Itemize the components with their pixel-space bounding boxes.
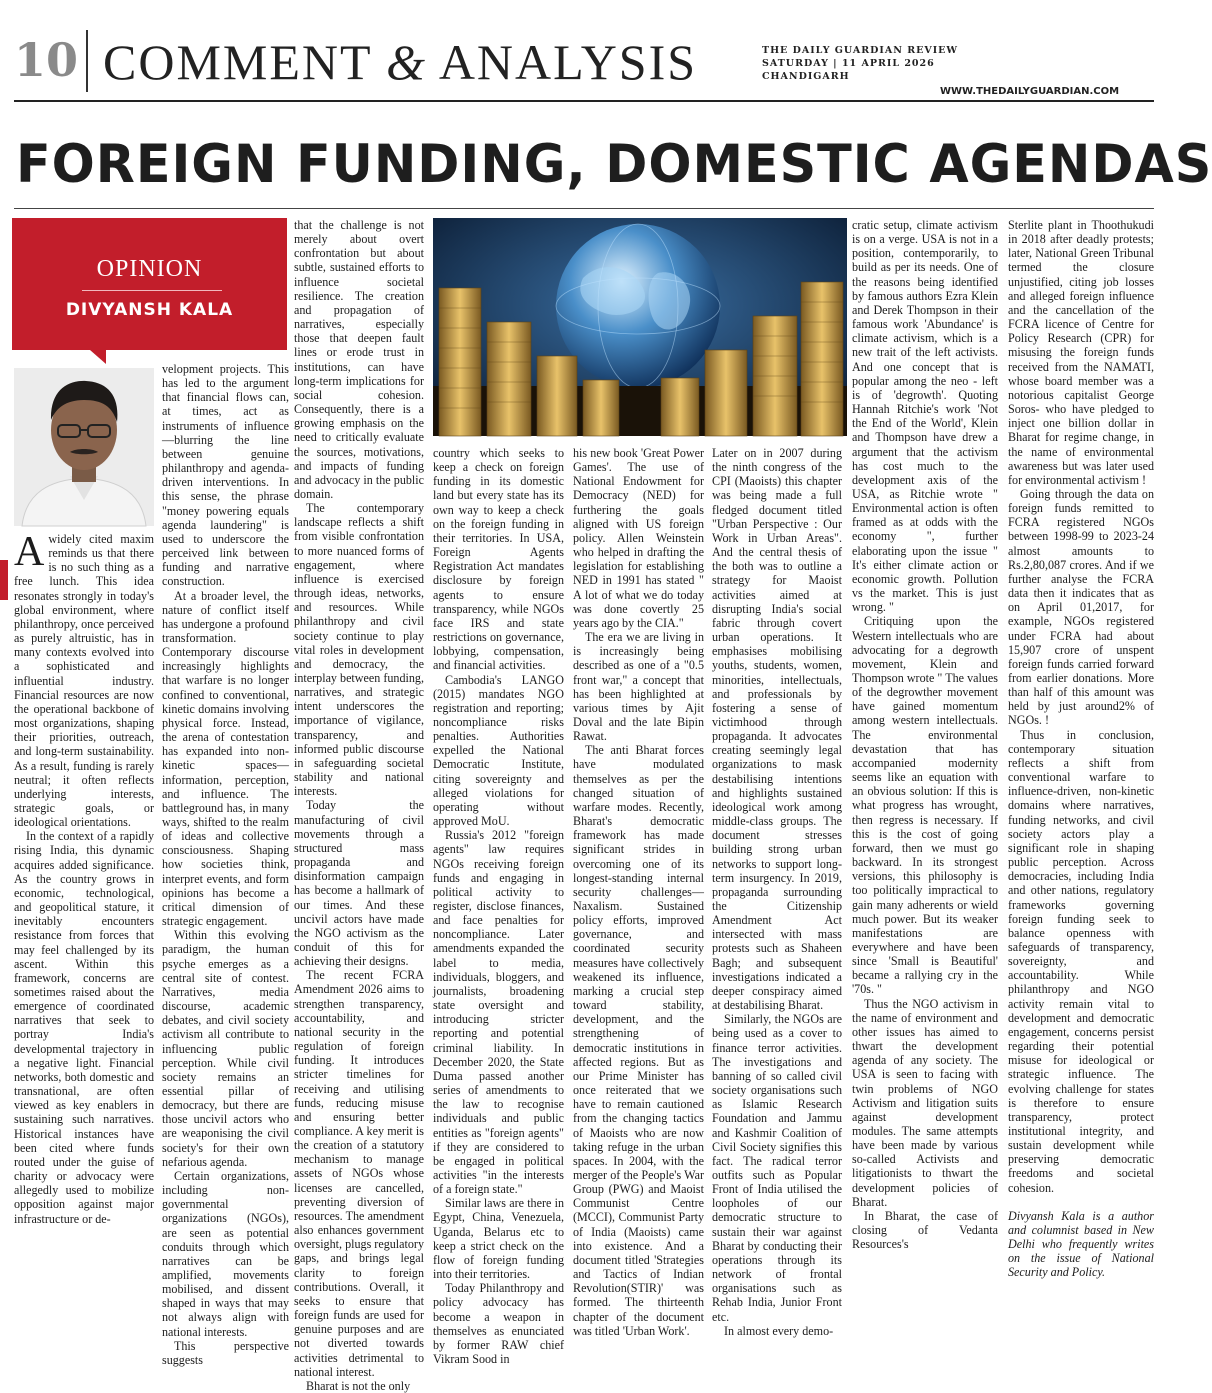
article-column-5 [573, 446, 704, 1338]
article-paragraph: Certain organizations, including non-governmental organizations (NGOs), are seen as potential conduits through which narratives can be amplified, movements mobilised, and dissent shaped in ways that may not always align with national interests. [162, 1168, 289, 1339]
article-column-4 [433, 446, 564, 1366]
article-paragraph: Today Philanthropy and policy advocacy has become a weapon in themselves as enunciated by former RAW chief Vikram Sood in [433, 1281, 564, 1366]
page-edge-marker [0, 560, 8, 600]
author-photo [14, 368, 154, 526]
article-paragraph: The contemporary landscape reflects a shift from visible confrontation to more nuanced forms of engagement, where influence is exercised through ideas, networks, and resources. While philanthropy and civil society continue to play vital roles in development and democracy, the interplay between funding, narratives, and strategic intent underscores the importance of vigilance, transparency, and informed public discourse in safeguarding societal stability and national interests. [294, 501, 424, 799]
opinion-label: OPINION [96, 256, 203, 282]
article-paragraph: Bharat is not the only [306, 1378, 411, 1393]
author-name: DIVYANSH KALA [65, 300, 234, 320]
masthead-info [762, 44, 1032, 83]
article-paragraph: his new book 'Great Power Games'. The use of National Endowment for Democracy (NED) for furthering the goals aligned with US foreign policy. Allen Weinstein who helped in drafting the legislation for establishing NED in 1991 has stated " A lot of what we do today was done covertly 25 years ago by the CIA." [573, 446, 704, 630]
article-paragraph: Cambodia's LANGO (2015) mandates NGO registration and reporting; noncompliance risks penalties. Authorities expelled the National Democratic Institute, citing sovereignty and alleged violations for operating without approved MoU. [433, 672, 564, 829]
section-title-ampersand: & [386, 34, 428, 90]
article-paragraph: In the context of a rapidly rising India, this dynamic acquires added significance. As the country grows in economic, technological, and geopolitical stature, it inevitably encounters resistance from forces that may feel challenged by its ascent. Within this framework, concerns are sometimes raised about the emergence of coordinated narratives that seek to portray India's developmental trajectory in a negative light. Financial networks, both domestic and transnational, are often viewed as key enablers in sustaining such narratives. Historical instances have been cited where funds routed under the guise of charity or advocacy were allegedly used to mobilize opposition against major infrastructure or de- [14, 829, 154, 1226]
article-column-7 [852, 218, 998, 1252]
masthead-date: SATURDAY | 11 APRIL 2026 [762, 58, 935, 69]
section-title-part2: ANALYSIS [438, 34, 698, 90]
article-column-2 [162, 362, 289, 1367]
article-paragraph: cratic setup, climate activism is on a verge. USA is not in a position, contemporarily, to build as per its needs. One of the reasons being identified by famous authors Ezra Klein and Derek Thompson in their famous work 'Abundance' is climate activism, which is a new trait of the left activists. And one concept that is popular among the neo - left is of 'degrowth'. Quoting Hannah Ritchie's work 'Not the End of the World', Klein and Thompson have drew a argument that the activism has cost much to the development axis of the USA, as Ritchie wrote " Environmental action is often framed as at odds with the economy ", further elaborating upon the issue " It's either climate action or economic growth. Pollution vs the market. This is just wrong. " [852, 218, 998, 615]
article-paragraph: Going through the data on foreign funds remitted to FCRA registered NGOs between 1998-99 to 2023-24 almost amounts to Rs.2,80,087 crores. And if we further analyse the FCRA data then it indicates that as on April 01,2017, for example, NGOs registered under FCRA had about 15,907 crore of unspent foreign funds carried forward from earlier donations. More than half of this amount was held by just around2% of NGOs. ! [1008, 486, 1154, 728]
headline: FOREIGN FUNDING, DOMESTIC AGENDAS [16, 134, 1212, 195]
article-paragraph: Today the manufacturing of civil movements through a structured mass propaganda and disinformation campaign has become a hallmark of our times. And these uncivil actors have made the NGO activism as the conduit of this for achieving their designs. [294, 798, 424, 969]
author-portrait-icon [14, 368, 154, 526]
headline-rule [14, 208, 1154, 209]
opinion-banner [12, 218, 287, 350]
article-column-8 [1008, 218, 1154, 1280]
article-paragraph: The anti Bharat forces have modulated themselves as per the changed situation of warfare modes. Recently, Bharat's democratic framework has made significant strides in overcoming one of its longest-standing internal security challenges—Naxalism. Sustained policy efforts, improved governance, and coordinated security measures have collectively weakened its influence, marking a crucial step toward stability, development, and the strengthening of democratic institutions in affected regions. But as our Prime Minister has once reiterated that we have to remain cautioned from the changing tactics of Maoists who are now taking refuge in the urban spaces. In 2004, with the merger of the People's War Group (PWG) and Maoist Communist Centre (MCCI), Communist Party of India (Maoists) came into existence. And a document titled 'Strategies and Tactics of Indian Revolution(STIR)' was formed. The thirteenth chapter of the document was titled 'Urban Work'. [573, 743, 704, 1338]
article-paragraph: Critiquing upon the Western intellectuals who are advocating for a degrowth movement, Klein and Thompson wrote " The values of the degrowther movement have gained momentum among western intellectuals. The environmental devastation that has accompanied modernity seems like an equation with an obvious solution: If this is what progress has wrought, then regress is necessary. If this is the cost of going forward, then we must go backward. In its strongest versions, this philosophy is too politically impractical to gain many adherents or wield much power. But its weaker manifestations are everywhere and have been since 'Small is Beautiful' became a rallying cry in the '70s. " [852, 614, 998, 997]
article-paragraph: Within this evolving paradigm, the human psyche emerges as a central site of contest. Narratives, media discourse, academic debates, and civil society activism all contribute to influencing public perception. While civil society remains an essential pillar of democracy, but there are those uncivil actors who are weaponising the civil society's for their own nefarious agenda. [162, 928, 289, 1169]
article-paragraph: Awidely cited maxim reminds us that there is no such thing as a free lunch. This idea resonates strongly in today's global environment, where philanthropy, once perceived as purely altruistic, has in many contexts evolved into a sophisticated and influential industry. Financial resources are now the operational backbone of most organizations, shaping their priorities, outreach, and long-term sustainability. As a result, funding is rarely neutral; it often reflects underlying interests, strategic goals, or ideological orientations. [14, 529, 154, 830]
section-title-part1: COMMENT [103, 34, 372, 90]
article-paragraph: Sterlite plant in Thoothukudi in 2018 after deadly protests; later, National Green Tribunal termed the closure unjustified, citing job losses and alleged foreign influence and the cancellation of the FCRA licence of Centre for Policy Research (CPR) for misusing the foreign funds received from the NAMATI, whose board member was a notorious capitalist George Soros- who have pledged to inject one billion dollar in Bharat for regime change, in the name of environmental awareness but was later used for environmental activism ! [1008, 218, 1154, 487]
article-paragraph: Later on in 2007 during the ninth congress of the CPI (Maoists) this chapter was being made a full fledged document titled "Urban Perspective : Our Work in Urban Areas". And the central thesis of the both was to outline a strategy for Maoist activities aimed at disrupting India's social fabric through covert urban operations. It emphasises mobilising youths, students, women, minorities, intellectuals, and professionals by fostering a sense of victimhood through propaganda. It advocates creating seemingly legal organizations to mask destabilising intentions and highlights sustained ideological work among middle-class groups. The document stresses building strong urban networks to support long-term insurgency. In 2019, propaganda surrounding the Citizenship Amendment Act intersected with mass protests such as Shaheen Bagh; and subsequent investigations indicated a deeper conspiracy aimed at destabilising Bharat. [712, 446, 842, 1013]
article-paragraph: In almost every demo- [724, 1323, 834, 1338]
article-paragraph: The era we are living in is increasingly being described as one of a "0.5 front war," a concept that has been highlighted at various times by Ajit Doval and the late Bipin Rawat. [573, 630, 704, 744]
website-link[interactable]: WWW.THEDAILYGUARDIAN.COM [940, 86, 1120, 97]
author-bio: Divyansh Kala is a author and columnist based in New Delhi who frequently writes on the issue of National Security and Policy. [1008, 1208, 1154, 1280]
article-paragraph: that the challenge is not merely about overt confrontation but about subtle, sustained efforts to influence societal resilience. The creation and propagation of narratives, especially those that deepen fault lines or erode trust in institutions, can have long-term implications for social cohesion. Consequently, there is a growing emphasis on the need to critically evaluate the sources, motivations, and impacts of funding and advocacy in the public domain. [294, 218, 424, 501]
article-paragraph: This perspective suggests [162, 1338, 289, 1367]
drop-cap: A [14, 529, 45, 575]
masthead-rule [14, 100, 1154, 102]
page-number: 10 [14, 33, 79, 87]
section-title [103, 34, 697, 90]
article-paragraph: Russia's 2012 "foreign agents" law requires NGOs receiving foreign funds and engaging in political activity to register, disclose finances, and face penalties for noncompliance. Later amendments expanded the label to media, individuals, bloggers, and journalists, broadening state oversight and introducing stricter reporting and potential criminal liability. In December 2020, the State Duma passed another series of amendments to the law to recognise individuals and public entities as "foreign agents" if they are considered to be engaged in political activities "in the interests of a foreign state." [433, 828, 564, 1197]
opinion-banner-pointer [90, 350, 106, 364]
globe-coins-image [433, 218, 847, 436]
article-paragraph: Similarly, the NGOs are being used as a cover to finance terror activities. The investigations and banning of so called civil society organisations such as Islamic Research Foundation and Jammu and Kashmir Coalition of Civil Society signifies this fact. The radical terror outfits such as Popular Front of India utilised the loopholes of our democratic structure to sustain their war against Bharat by conducting their operations through its network of frontal organisations such as Rehab India, Junior Front etc. [712, 1012, 842, 1324]
article-paragraph: Thus the NGO activism in the name of environment and other issues has aimed to thwart the development agenda of any society. The USA is seen to facing with twin problems of NGO Activism and litigation suits against development modules. The same attempts have been made by various so-called Activists and litigationists to thwart the development policies of Bharat. [852, 996, 998, 1209]
masthead-city: CHANDIGARH [762, 71, 850, 82]
article-paragraph: Thus in conclusion, contemporary situation reflects a shift from conventional warfare to influence-driven, non-kinetic domains where narratives, funding networks, and civil society actors play a significant role in shaping public perception. Across democracies, including India and other nations, regulatory frameworks governing foreign funding seek to balance openness with safeguards of transparency, sovereignty, and accountability. While philanthropy and NGO activity remain vital to development and democratic engagement, concerns persist regarding their potential misuse for ideological or strategic influence. The evolving challenge for states is therefore to ensure transparency, protect institutional integrity, and sustain development while preserving democratic freedoms and societal cohesion. [1008, 727, 1154, 1195]
article-paragraph: At a broader level, the nature of conflict itself has undergone a profound transformation. Contemporary discourse increasingly highlights that warfare is no longer confined to conventional, kinetic domains involving physical force. Instead, the arena of contestation has expanded into non-kinetic spaces—information, perception, and influence. The battleground has, in many ways, shifted to the realm of ideas and collective consciousness. Shaping how societies think, interpret events, and form opinions has become a critical dimension of strategic engagement. [162, 588, 289, 929]
article-paragraph: country which seeks to keep a check on foreign funding in its domestic land but every state has its own way to keep a check on the foreign funding in their territories. In USA, Foreign Agents Registration Act mandates disclosure by foreign agents to ensure transparency, while NGOs face IRS and state restrictions on governance, lobbying, compensation, and financial activities. [433, 446, 564, 673]
article-paragraph: velopment projects. This has led to the argument that financial flows can, at times, act as instruments of influence—blurring the line between genuine philanthropy and agenda-driven interventions. In this sense, the phrase "money powering equals agenda laundering" is used to underscore the perceived link between funding and narrative construction. [162, 362, 289, 589]
article-column-6 [712, 446, 842, 1338]
globe-coins-illustration-icon [433, 218, 847, 436]
masthead-name: THE DAILY GUARDIAN REVIEW [762, 45, 959, 56]
masthead-divider [86, 30, 88, 92]
article-paragraph: In Bharat, the case of closing of Vedanta Resources's [852, 1208, 998, 1252]
opinion-divider [82, 290, 222, 291]
article-paragraph: The recent FCRA Amendment 2026 aims to strengthen transparency, accountability, and national security in the regulation of foreign funding. It introduces stricter timelines for receiving and utilising funds, reducing misuse and ensuring better compliance. A key merit is the creation of a statutory mechanism to manage assets of NGOs whose licenses are cancelled, preventing diversion of resources. The amendment also enhances government oversight, plugs regulatory gaps, and brings legal clarity to foreign contributions. Overall, it seeks to ensure that foreign funds are used for genuine purposes and are not diverted towards activities detrimental to national interest. [294, 968, 424, 1379]
article-column-3 [294, 218, 424, 1393]
article-paragraph: Similar laws are there in Egypt, China, Venezuela, Uganda, Belarus etc to keep a strict check on the flow of foreign funding into their territories. [433, 1196, 564, 1282]
article-column-1 [14, 529, 154, 1226]
